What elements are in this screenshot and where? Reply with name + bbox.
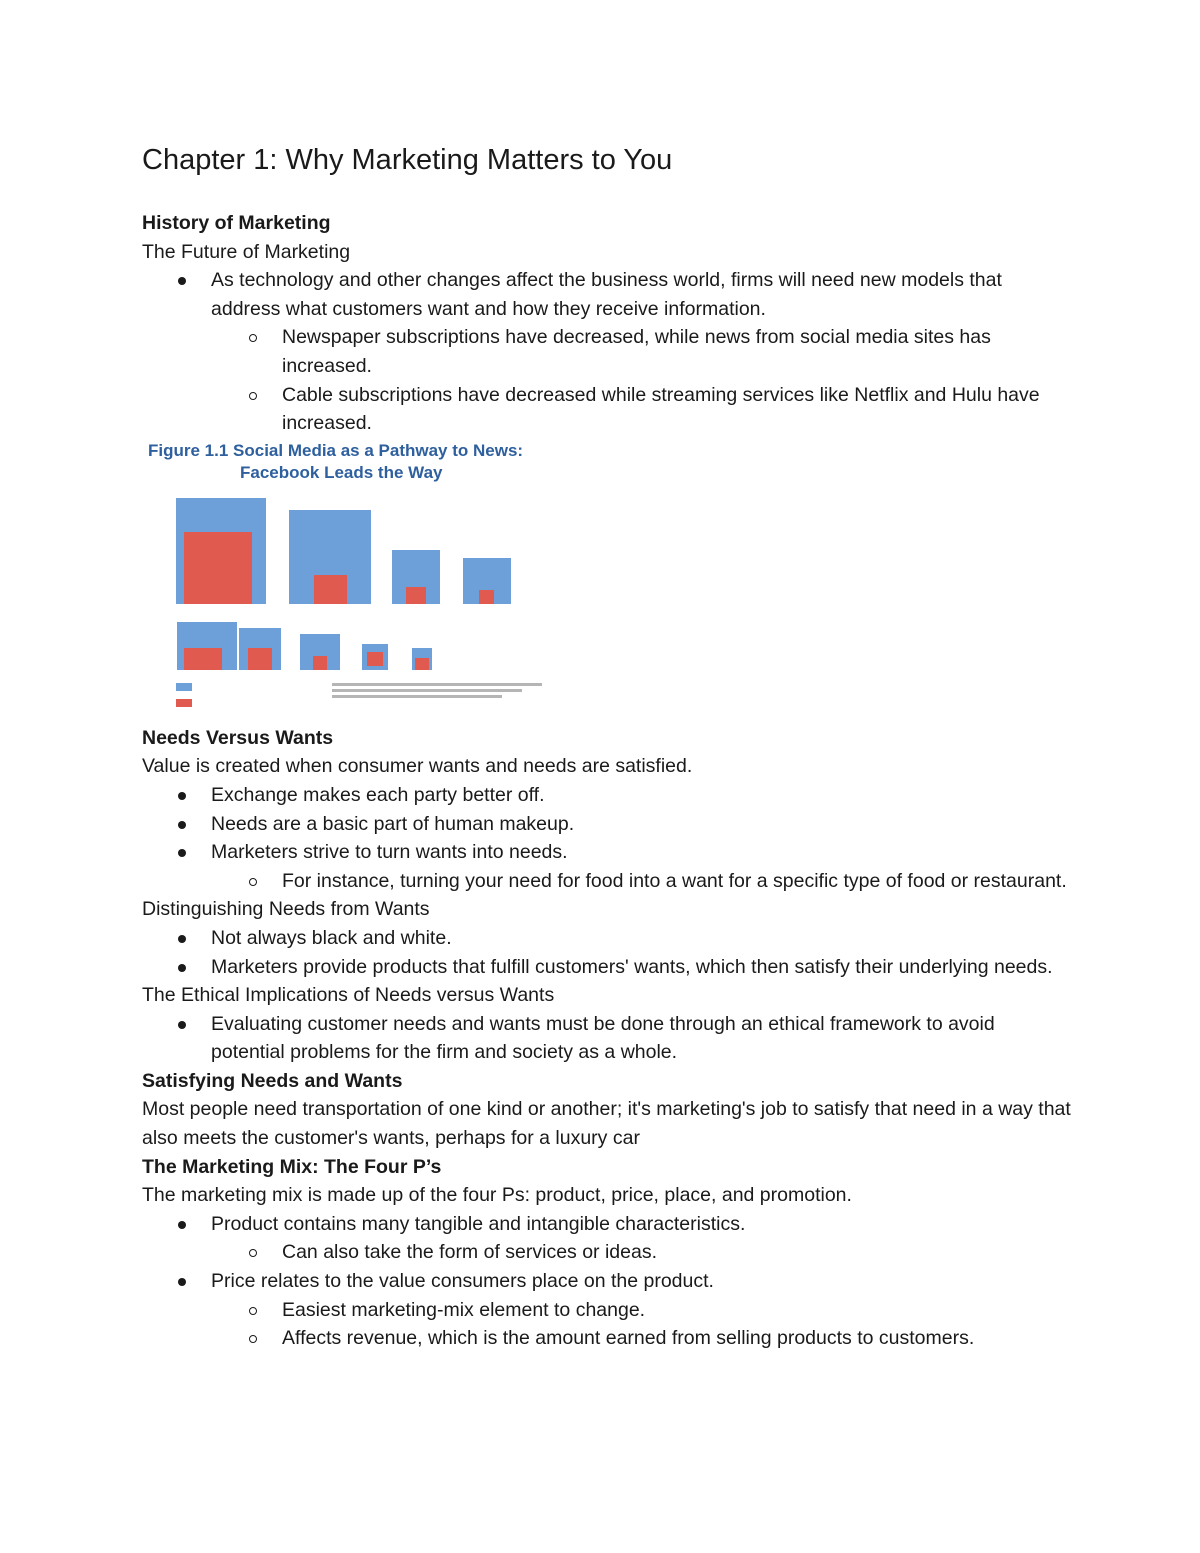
list-item: Evaluating customer needs and wants must be done through an ethical framework to avoid potential problems for the firm and society as a whole. bbox=[142, 1010, 1072, 1067]
section-heading-needs: Needs Versus Wants bbox=[142, 726, 334, 749]
satisfying-text: Most people need transportation of one kind or another; it's marketing's job to satisfy that need in a way that also meets the customer's wants, perhaps for a luxury car bbox=[142, 1098, 1071, 1150]
figure-social-media bbox=[144, 440, 544, 720]
list-item: Price relates to the value consumers place on the product. bbox=[142, 1267, 1072, 1296]
figure-box-inner bbox=[314, 575, 347, 604]
figure-box-inner bbox=[406, 587, 426, 604]
needs-intro: Value is created when consumer wants and needs are satisfied. bbox=[142, 755, 693, 778]
figure-box-inner bbox=[248, 648, 272, 670]
figure-caption-line1: Figure 1.1 Social Media as a Pathway to News: bbox=[148, 440, 524, 460]
figure-box-inner bbox=[367, 652, 383, 666]
list-item: Easiest marketing-mix element to change. bbox=[142, 1296, 1072, 1325]
figure-box-inner bbox=[184, 648, 222, 670]
page-title: Chapter 1: Why Marketing Matters to You bbox=[142, 144, 673, 176]
mix-intro: The marketing mix is made up of the four Ps: product, price, place, and promotion. bbox=[142, 1184, 852, 1207]
figure-box-inner bbox=[184, 532, 252, 604]
list-item: Cable subscriptions have decreased while streaming services like Netflix and Hulu have increased. bbox=[142, 381, 1072, 438]
section-heading-satisfying: Satisfying Needs and Wants bbox=[142, 1069, 403, 1092]
section-heading-history: History of Marketing bbox=[142, 212, 331, 234]
section-heading-mix: The Marketing Mix: The Four P’s bbox=[142, 1155, 442, 1178]
legend-swatch-red bbox=[176, 699, 192, 707]
needs-list bbox=[142, 781, 1072, 895]
legend-swatch-blue bbox=[176, 683, 192, 691]
figure-box-inner bbox=[479, 590, 494, 604]
figure-caption-line2: Facebook Leads the Way bbox=[240, 462, 443, 482]
list-item: Can also take the form of services or ideas. bbox=[142, 1238, 1072, 1267]
list-item: Marketers strive to turn wants into needs. bbox=[142, 838, 1072, 867]
list-item: Exchange makes each party better off. bbox=[142, 781, 1072, 810]
document-body bbox=[142, 138, 1072, 1353]
figure-caption bbox=[148, 440, 544, 484]
subheading-future: The Future of Marketing bbox=[142, 240, 351, 263]
list-item: Marketers provide products that fulfill customers' wants, which then satisfy their underlying needs. bbox=[142, 953, 1072, 982]
figure-image bbox=[144, 488, 544, 712]
list-item: For instance, turning your need for food into a want for a specific type of food or restaurant. bbox=[142, 867, 1072, 896]
figure-box-inner bbox=[313, 656, 327, 670]
mix-list bbox=[142, 1210, 1072, 1353]
list-item: Needs are a basic part of human makeup. bbox=[142, 810, 1072, 839]
subheading-distinguishing: Distinguishing Needs from Wants bbox=[142, 898, 430, 921]
list-item: As technology and other changes affect the business world, firms will need new models that address what customers want and how they receive information. bbox=[142, 266, 1072, 323]
list-item: Product contains many tangible and intangible characteristics. bbox=[142, 1210, 1072, 1239]
subheading-ethical: The Ethical Implications of Needs versus Wants bbox=[142, 984, 555, 1007]
distinguishing-list bbox=[142, 924, 1072, 981]
ethical-list bbox=[142, 1010, 1072, 1067]
future-list bbox=[142, 266, 1072, 438]
list-item: Affects revenue, which is the amount earned from selling products to customers. bbox=[142, 1324, 1072, 1353]
list-item: Not always black and white. bbox=[142, 924, 1072, 953]
figure-box-inner bbox=[415, 658, 429, 670]
list-item: Newspaper subscriptions have decreased, while news from social media sites has increased. bbox=[142, 323, 1072, 380]
